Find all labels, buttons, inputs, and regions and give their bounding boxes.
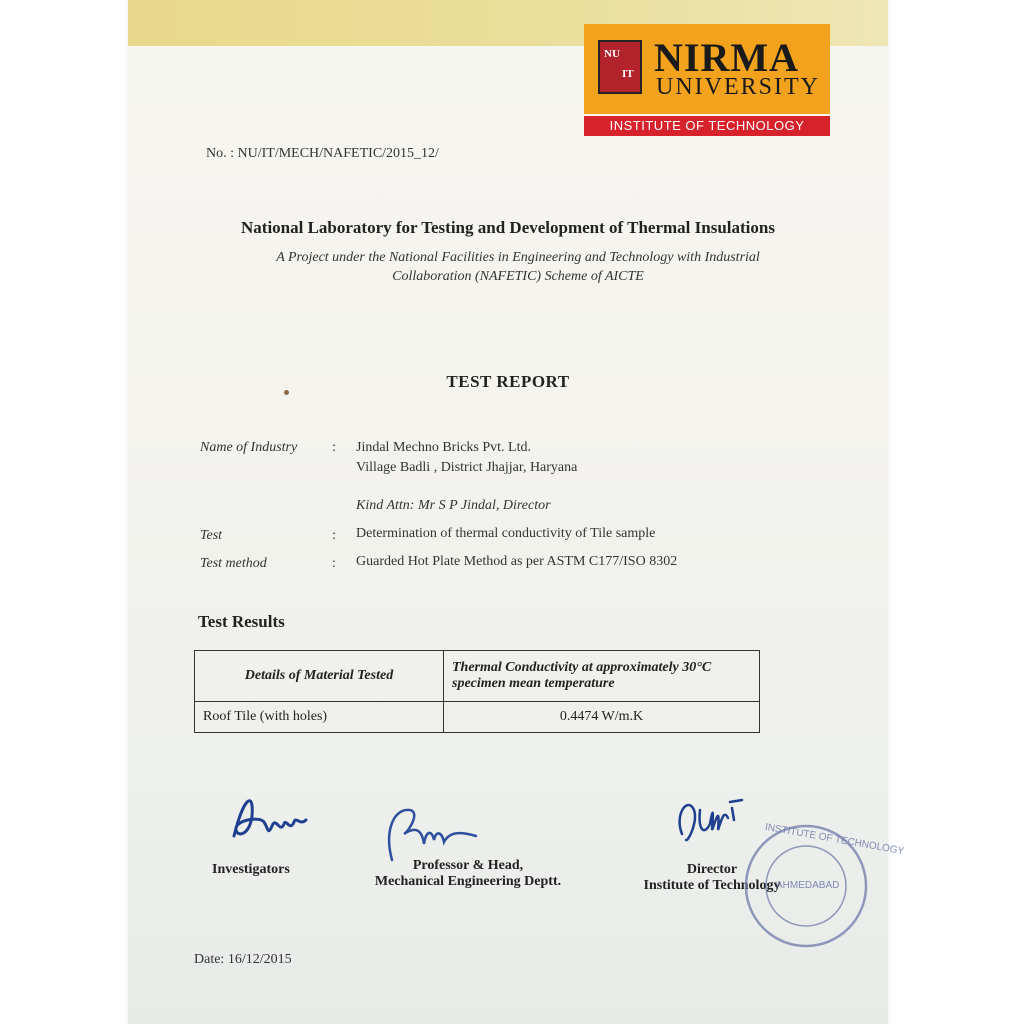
logo-emblem-icon: NU IT — [598, 40, 642, 94]
director-line2: Institute of Technology — [643, 878, 781, 893]
kind-attention: Kind Attn: Mr S P Jindal, Director — [356, 498, 551, 513]
results-heading: Test Results — [198, 612, 285, 631]
results-header-row — [195, 651, 760, 702]
logo-institute-bar: INSTITUTE OF TECHNOLOGY — [584, 116, 830, 136]
industry-name: Jindal Mechno Bricks Pvt. Ltd. — [356, 440, 531, 455]
reference-number: No. : NU/IT/MECH/NAFETIC/2015_12/ — [206, 146, 439, 161]
logo-orange-box — [584, 24, 830, 114]
conductivity-cell: 0.4474 W/m.K — [444, 702, 760, 733]
method-value: Guarded Hot Plate Method as per ASTM C177/ISO 8302 — [356, 554, 678, 569]
report-title: TEST REPORT — [446, 372, 570, 391]
test-colon: : — [332, 528, 336, 543]
results-table — [194, 650, 760, 733]
industry-colon: : — [332, 440, 336, 455]
stamp-outer-text: INSTITUTE OF TECHNOLOGY — [764, 821, 905, 858]
lab-title: National Laboratory for Testing and Development of Thermal Insulations — [241, 218, 775, 237]
stamp-inner-text: AHMEDABAD — [776, 880, 840, 891]
material-cell: Roof Tile (with holes) — [195, 702, 444, 733]
professor-line1: Professor & Head, — [412, 858, 524, 873]
institute-stamp — [740, 820, 905, 952]
lab-subtitle — [188, 248, 848, 286]
logo-subtitle: UNIVERSITY — [656, 74, 820, 100]
column-header-conductivity: Thermal Conductivity at approximately 30°C specimen mean temperature — [444, 651, 760, 702]
investigator-signature — [224, 786, 314, 846]
professor-title — [358, 858, 578, 890]
document-page — [128, 0, 905, 1024]
industry-address: Village Badli , District Jhajjar, Haryana — [356, 460, 578, 475]
lab-subtitle-line2: Collaboration (NAFETIC) Scheme of AICTE — [392, 269, 644, 284]
industry-label: Name of Industry — [200, 440, 298, 455]
method-colon: : — [332, 556, 336, 571]
test-value: Determination of thermal conductivity of Tile sample — [356, 526, 656, 541]
table-row — [195, 702, 760, 733]
lab-subtitle-line1: A Project under the National Facilities in Engineering and Technology with Industrial — [276, 250, 760, 265]
test-label: Test — [200, 528, 223, 543]
director-line1: Director — [686, 862, 738, 877]
nirma-logo — [584, 24, 830, 138]
column-header-material: Details of Material Tested — [195, 651, 444, 702]
logo-name: NIRMA — [654, 35, 799, 80]
method-label: Test method — [200, 556, 267, 571]
professor-line2: Mechanical Engineering Deptt. — [374, 874, 562, 889]
report-date: Date: 16/12/2015 — [194, 952, 292, 967]
investigators-label: Investigators — [212, 862, 290, 877]
